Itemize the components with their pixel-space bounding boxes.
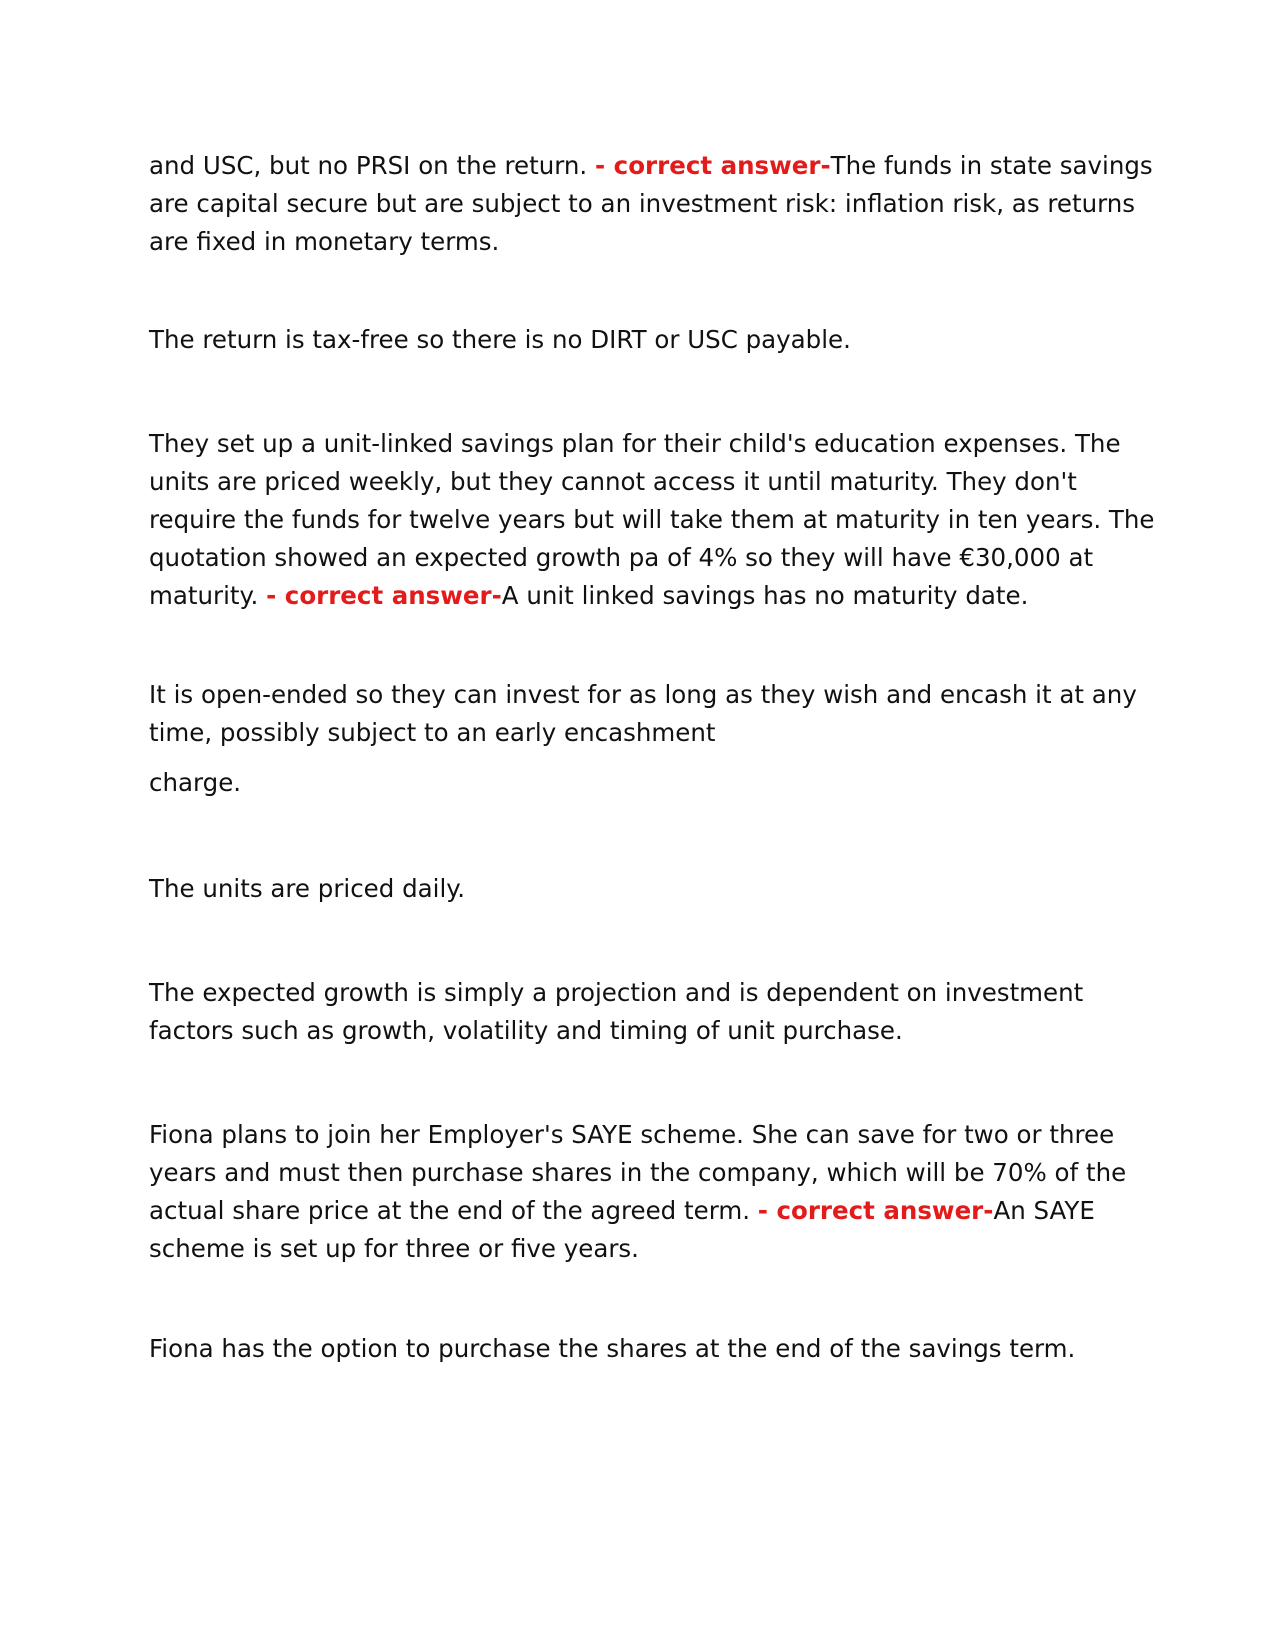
text-line <box>149 577 1109 615</box>
paragraph-priced-daily <box>149 870 1109 908</box>
text-segment: charge. <box>149 768 242 797</box>
text-line <box>149 501 1155 539</box>
text-segment: The expected growth is simply a projection and is dependent on investment <box>149 978 1084 1007</box>
text-segment: quotation showed an expected growth pa of 4% so they will have €30,000 at <box>149 543 1094 572</box>
paragraph-state-savings <box>149 147 1153 261</box>
text-segment: factors such as growth, volatility and timing of unit purchase. <box>149 1016 903 1045</box>
correct-answer-label: - correct answer- <box>757 1196 994 1225</box>
text-line <box>149 425 1121 463</box>
text-line <box>149 870 1109 908</box>
text-segment: require the funds for twelve years but will take them at maturity in ten years. The <box>149 505 1155 534</box>
text-segment: An SAYE <box>993 1196 1095 1225</box>
correct-answer-label: - correct answer- <box>594 151 831 180</box>
text-segment: Fiona plans to join her Employer's SAYE scheme. She can save for two or three <box>149 1120 1115 1149</box>
text-line <box>149 223 1109 261</box>
text-segment: are capital secure but are subject to an investment risk: inflation risk, as returns <box>149 189 1136 218</box>
text-line <box>149 676 1137 714</box>
text-line <box>149 147 1153 185</box>
paragraph-saye-question <box>149 1116 1127 1268</box>
text-segment: units are priced weekly, but they cannot access it until maturity. They don't <box>149 467 1077 496</box>
paragraph-charge <box>149 764 1109 802</box>
text-segment: A unit linked savings has no maturity date. <box>501 581 1029 610</box>
paragraph-fiona-option <box>149 1330 1109 1368</box>
text-segment: are fixed in monetary terms. <box>149 227 500 256</box>
text-segment: They set up a unit-linked savings plan for their child's education expenses. The <box>149 429 1121 458</box>
text-segment: and USC, but no PRSI on the return. <box>149 151 595 180</box>
text-segment: time, possibly subject to an early encashment <box>149 718 716 747</box>
text-line <box>149 185 1136 223</box>
paragraph-unit-linked-question <box>149 425 1155 615</box>
text-line <box>149 974 1109 1012</box>
text-line <box>149 1154 1127 1192</box>
text-line <box>149 764 1109 802</box>
text-line <box>149 714 1109 752</box>
text-segment: The return is tax-free so there is no DIRT or USC payable. <box>149 325 851 354</box>
text-segment: It is open-ended so they can invest for as long as they wish and encash it at any <box>149 680 1137 709</box>
text-segment: actual share price at the end of the agreed term. <box>149 1196 758 1225</box>
text-segment: The units are priced daily. <box>149 874 466 903</box>
paragraph-open-ended <box>149 676 1137 752</box>
paragraph-tax-free <box>149 321 1109 359</box>
text-line <box>149 1012 1109 1050</box>
correct-answer-label: - correct answer- <box>266 581 502 610</box>
text-segment: maturity. <box>149 581 267 610</box>
text-line <box>149 1192 1109 1230</box>
text-line <box>149 1116 1115 1154</box>
text-segment: Fiona has the option to purchase the shares at the end of the savings term. <box>149 1334 1076 1363</box>
text-segment: The funds in state savings <box>830 151 1153 180</box>
text-line <box>149 463 1109 501</box>
text-line <box>149 539 1109 577</box>
text-segment: years and must then purchase shares in the company, which will be 70% of the <box>149 1158 1127 1187</box>
text-line <box>149 1230 1109 1268</box>
text-line <box>149 1330 1109 1368</box>
paragraph-expected-growth <box>149 974 1109 1050</box>
text-segment: scheme is set up for three or five years. <box>149 1234 639 1263</box>
text-line <box>149 321 1109 359</box>
